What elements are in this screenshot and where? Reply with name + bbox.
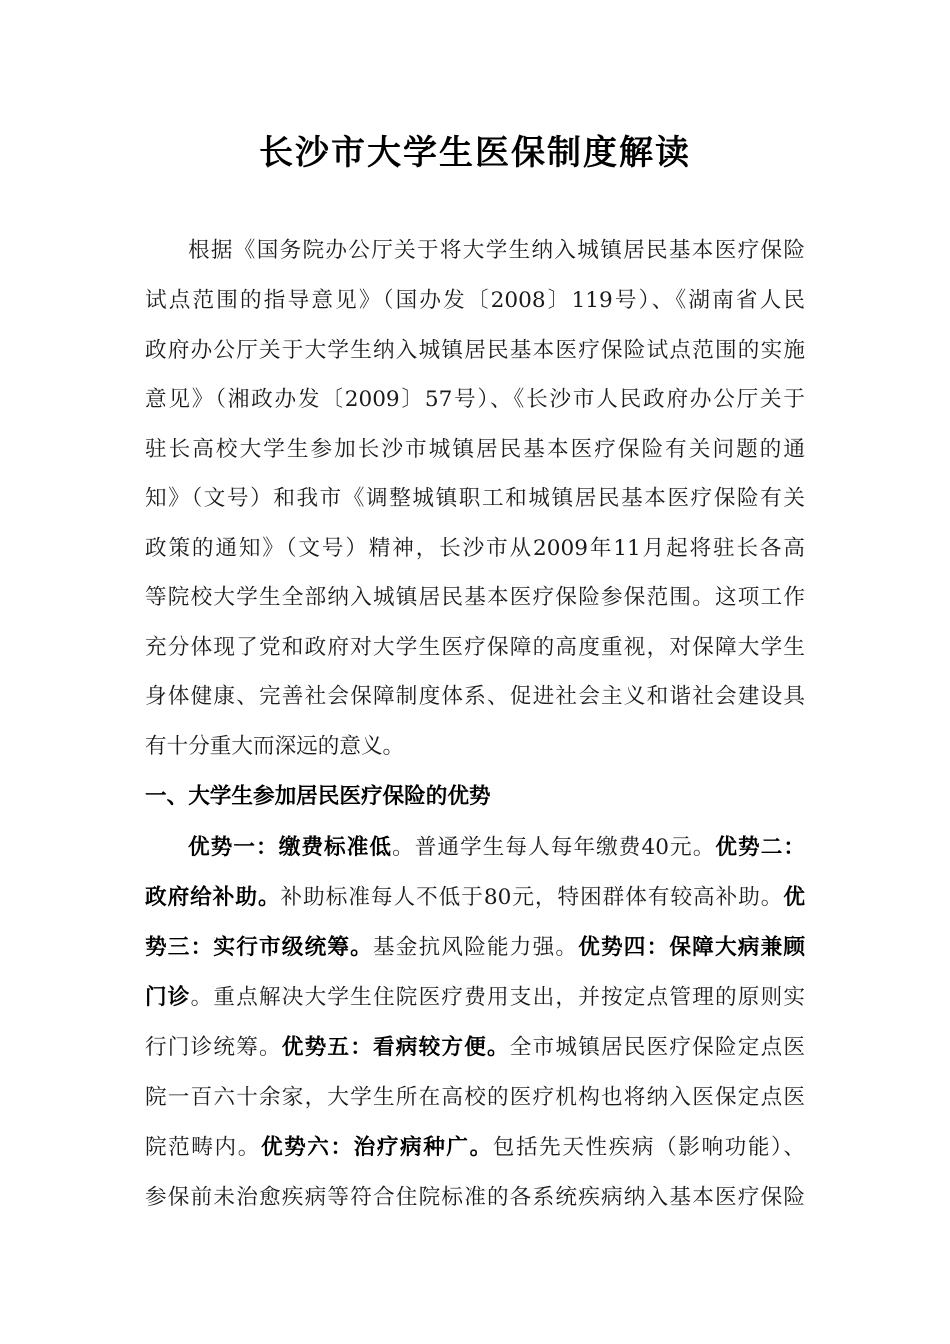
advantages-line — [145, 1123, 805, 1173]
body-text: 行门诊统筹。 — [145, 1035, 282, 1060]
advantages-line — [145, 873, 805, 923]
bold-phrase: 优势五：看病较方便。 — [281, 1035, 510, 1060]
intro-line: 政策的通知》（文号）精神，长沙市从2009年11月起将驻长各高 — [145, 536, 805, 561]
bold-phrase: 门诊 — [145, 985, 191, 1010]
section-heading: 一、大学生参加居民医疗保险的优势 — [145, 784, 491, 809]
intro-line: 知》（文号）和我市《调整城镇职工和城镇居民基本医疗保险有关 — [145, 486, 805, 511]
body-text: 参保前未治愈疾病等符合住院标准的各系统疾病纳入基本医疗保险 — [145, 1185, 805, 1210]
advantages-line — [188, 823, 805, 873]
bold-phrase: 势三：实行市级统筹。 — [145, 935, 373, 960]
intro-line: 政府办公厅关于大学生纳入城镇居民基本医疗保险试点范围的实施 — [145, 338, 805, 363]
intro-line: 根据《国务院办公厅关于将大学生纳入城镇居民基本医疗保险 — [188, 238, 805, 263]
body-text: 包括先天性疾病（影响功能）、 — [492, 1135, 805, 1160]
bold-phrase: 优势六：治疗病种广。 — [260, 1135, 493, 1160]
intro-line: 等院校大学生全部纳入城镇居民基本医疗保险参保范围。这项工作 — [145, 585, 805, 610]
body-text: 补助标准每人不低于80元，特困群体有较高补助。 — [280, 885, 784, 910]
advantages-line — [145, 973, 805, 1023]
intro-line: 身体健康、完善社会保障制度体系、促进社会主义和谐社会建设具 — [145, 684, 805, 709]
bold-phrase: 政府给补助。 — [145, 885, 281, 910]
advantages-line — [145, 1073, 805, 1123]
body-text: 。重点解决大学生住院医疗费用支出，并按定点管理的原则实 — [190, 985, 805, 1010]
bold-phrase: 优势二： — [715, 835, 805, 860]
document-title: 长沙市大学生医保制度解读 — [259, 133, 691, 173]
intro-line: 充分体现了党和政府对大学生医疗保障的高度重视，对保障大学生 — [145, 635, 805, 660]
intro-line: 有十分重大而深远的意义。 — [145, 734, 405, 759]
advantages-line — [145, 1023, 805, 1073]
body-text: 院范畴内。 — [145, 1135, 261, 1160]
body-text: 基金抗风险能力强。 — [373, 935, 579, 960]
advantages-line — [145, 923, 805, 973]
body-text: 院一百六十余家，大学生所在高校的医疗机构也将纳入医保定点医 — [145, 1085, 805, 1110]
advantages-line — [145, 1173, 805, 1223]
body-text: 。普通学生每人每年缴费40元。 — [392, 835, 716, 860]
bold-phrase: 优势四：保障大病兼顾 — [578, 935, 805, 960]
intro-line: 驻长高校大学生参加长沙市城镇居民基本医疗保险有关问题的通 — [145, 437, 805, 462]
bold-phrase: 优 — [783, 885, 805, 910]
body-text: 全市城镇居民医疗保险定点医 — [509, 1035, 805, 1060]
bold-phrase: 优势一：缴费标准低 — [188, 835, 393, 860]
intro-line: 意见》（湘政办发〔2009〕57号）、《长沙市人民政府办公厅关于 — [145, 387, 805, 412]
intro-line: 试点范围的指导意见》（国办发〔2008〕119号）、《湖南省人民 — [145, 288, 805, 313]
